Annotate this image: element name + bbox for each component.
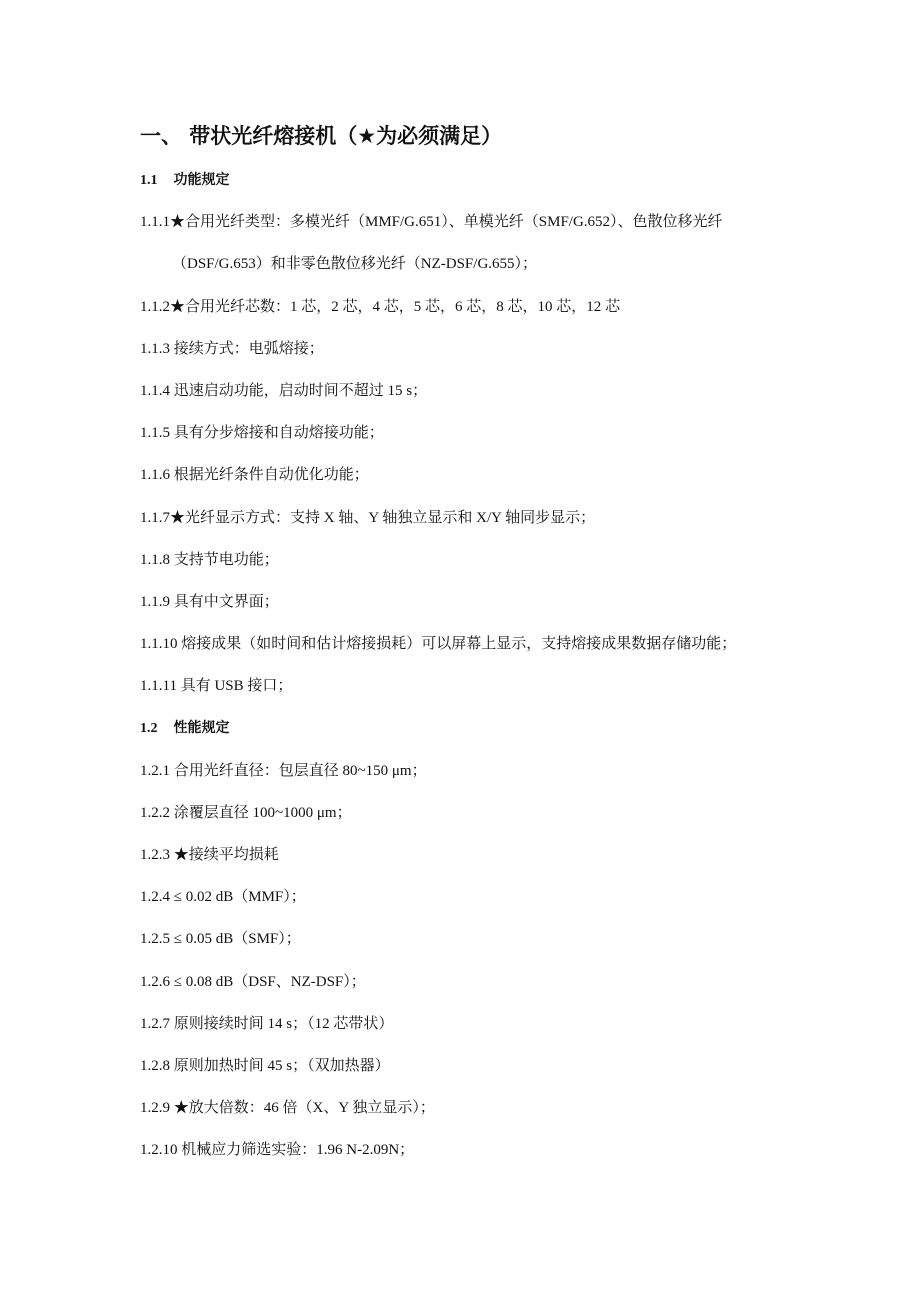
spec-line: 1.2.5 ≤ 0.05 dB（SMF）； xyxy=(140,931,301,948)
spec-line: 1.1.7★光纤显示方式：支持 X 轴、Y 轴独立显示和 X/Y 轴同步显示； xyxy=(140,509,596,526)
spec-line: 1.2.6 ≤ 0.08 dB（DSF、NZ-DSF）； xyxy=(140,973,366,990)
spec-line: 1.1.8 支持节电功能； xyxy=(140,551,279,568)
spec-line: 1.2.10 机械应力筛选实验：1.96 N-2.09N； xyxy=(140,1142,415,1159)
spec-line: 1.1.9 具有中文界面； xyxy=(140,593,279,610)
spec-line: 1.2.3 ★接续平均损耗 xyxy=(140,847,279,863)
spec-line: 1.1.4 迅速启动功能，启动时间不超过 15 s； xyxy=(140,382,428,399)
section-heading xyxy=(140,707,820,749)
spec-line-continuation: （DSF/G.653）和非零色散位移光纤（NZ-DSF/G.655）； xyxy=(172,256,538,273)
spec-line: 1.1.6 根据光纤条件自动优化功能； xyxy=(140,467,369,484)
spec-line: 1.1.1★合用光纤类型：多模光纤（MMF/G.651）、单模光纤（SMF/G.652）、色散位移光纤 xyxy=(140,214,723,231)
spec-line: 1.2.4 ≤ 0.02 dB（MMF）； xyxy=(140,889,306,906)
spec-line: 1.2.9 ★放大倍数：46 倍（X、Y 独立显示）； xyxy=(140,1100,435,1117)
spec-line: 1.1.3 接续方式：电弧熔接； xyxy=(140,340,324,357)
spec-line: 1.2.7 原则接续时间 14 s；（12 芯带状） xyxy=(140,1015,394,1032)
spec-line: 1.2.1 合用光纤直径：包层直径 80~150 μm； xyxy=(140,762,427,779)
spec-line: 1.1.10 熔接成果（如时间和估计熔接损耗）可以屏幕上显示，支持熔接成果数据存储功能； xyxy=(140,636,737,653)
section-number: 1.2 xyxy=(140,721,158,737)
spec-line: 1.2.2 涂覆层直径 100~1000 μm； xyxy=(140,804,352,821)
section-title: 功能规定 xyxy=(173,172,230,188)
section-number: 1.1 xyxy=(140,173,158,188)
spec-line: 1.1.5 具有分步熔接和自动熔接功能； xyxy=(140,425,384,442)
spec-line: 1.1.11 具有 USB 接口； xyxy=(140,678,293,695)
section-heading xyxy=(140,159,820,201)
document-page xyxy=(140,114,820,1172)
spec-line: 1.1.2★合用光纤芯数：1 芯，2 芯，4 芯，5 芯，6 芯，8 芯，10 芯，12 芯 xyxy=(140,298,621,315)
document-title: 一、 带状光纤熔接机（★为必须满足） xyxy=(140,124,503,148)
spec-line: 1.2.8 原则加热时间 45 s；（双加热器） xyxy=(140,1057,390,1074)
section-title: 性能规定 xyxy=(173,720,230,737)
